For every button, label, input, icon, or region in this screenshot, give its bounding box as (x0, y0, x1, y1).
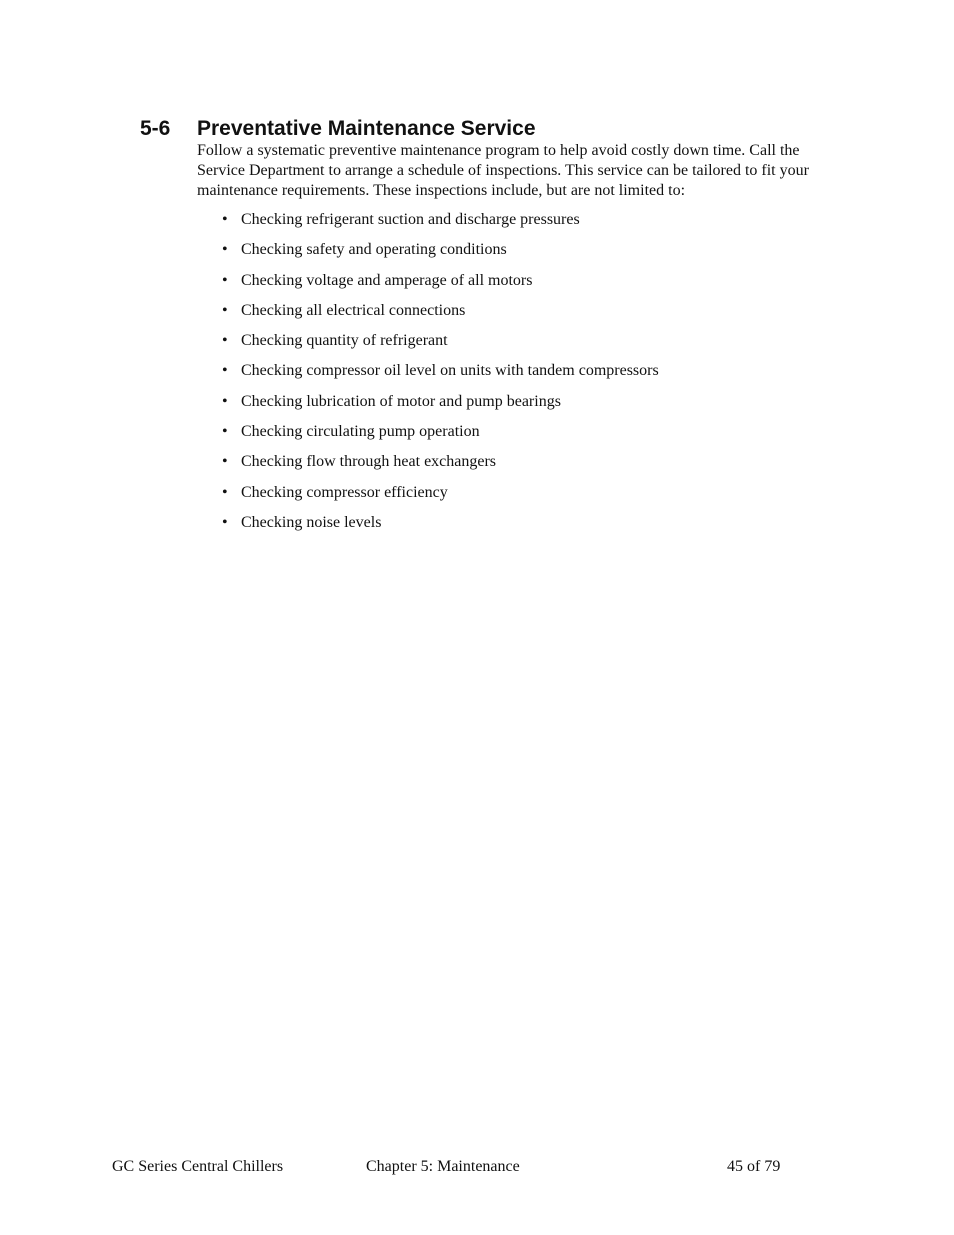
list-item-text: Checking flow through heat exchangers (241, 453, 497, 471)
list-item (222, 392, 659, 422)
bullet-icon: • (222, 241, 228, 259)
bullet-icon: • (222, 392, 228, 410)
bullet-icon: • (222, 362, 228, 380)
bullet-icon: • (222, 513, 228, 531)
bullet-icon: • (222, 301, 228, 319)
bullet-icon: • (222, 211, 228, 228)
list-item (222, 422, 659, 452)
bullet-icon: • (222, 483, 228, 501)
list-item-text: Checking refrigerant suction and discharge pressures (241, 211, 580, 228)
list-item (222, 240, 659, 270)
intro-paragraph: Follow a systematic preventive maintenance program to help avoid costly down time. Call the Service Department to arrange a schedule of inspections. This service can be tailored to fit your maintenance requirements. These inspections include, but are not limited to: (197, 142, 809, 199)
footer-chapter: Chapter 5: Maintenance (366, 1158, 520, 1175)
list-item (222, 210, 659, 240)
list-item-text: Checking lubrication of motor and pump bearings (241, 392, 561, 410)
list-item-text: Checking all electrical connections (241, 301, 466, 319)
list-item (222, 271, 659, 301)
bullet-icon: • (222, 453, 228, 471)
section-title: Preventative Maintenance Service (197, 117, 536, 140)
list-item-text: Checking compressor efficiency (241, 483, 448, 501)
list-item-text: Checking compressor oil level on units with tandem compressors (241, 362, 659, 380)
list-item-text: Checking circulating pump operation (241, 423, 480, 441)
list-item (222, 361, 659, 391)
list-item-text: Checking quantity of refrigerant (241, 332, 448, 350)
section-number: 5-6 (140, 117, 171, 140)
footer-page-number: 45 of 79 (727, 1158, 781, 1175)
list-item-text: Checking noise levels (241, 513, 382, 531)
list-item (222, 331, 659, 361)
list-item-text: Checking voltage and amperage of all motors (241, 271, 533, 289)
list-item (222, 483, 659, 513)
bullet-icon: • (222, 332, 228, 350)
list-item (222, 452, 659, 482)
list-item (222, 301, 659, 331)
footer-product-name: GC Series Central Chillers (112, 1158, 284, 1175)
list-item-text: Checking safety and operating conditions (241, 241, 507, 259)
list-item (222, 513, 659, 543)
bullet-icon: • (222, 271, 228, 289)
bullet-icon: • (222, 423, 228, 441)
section-heading (140, 116, 536, 142)
inspection-checklist (222, 210, 659, 543)
